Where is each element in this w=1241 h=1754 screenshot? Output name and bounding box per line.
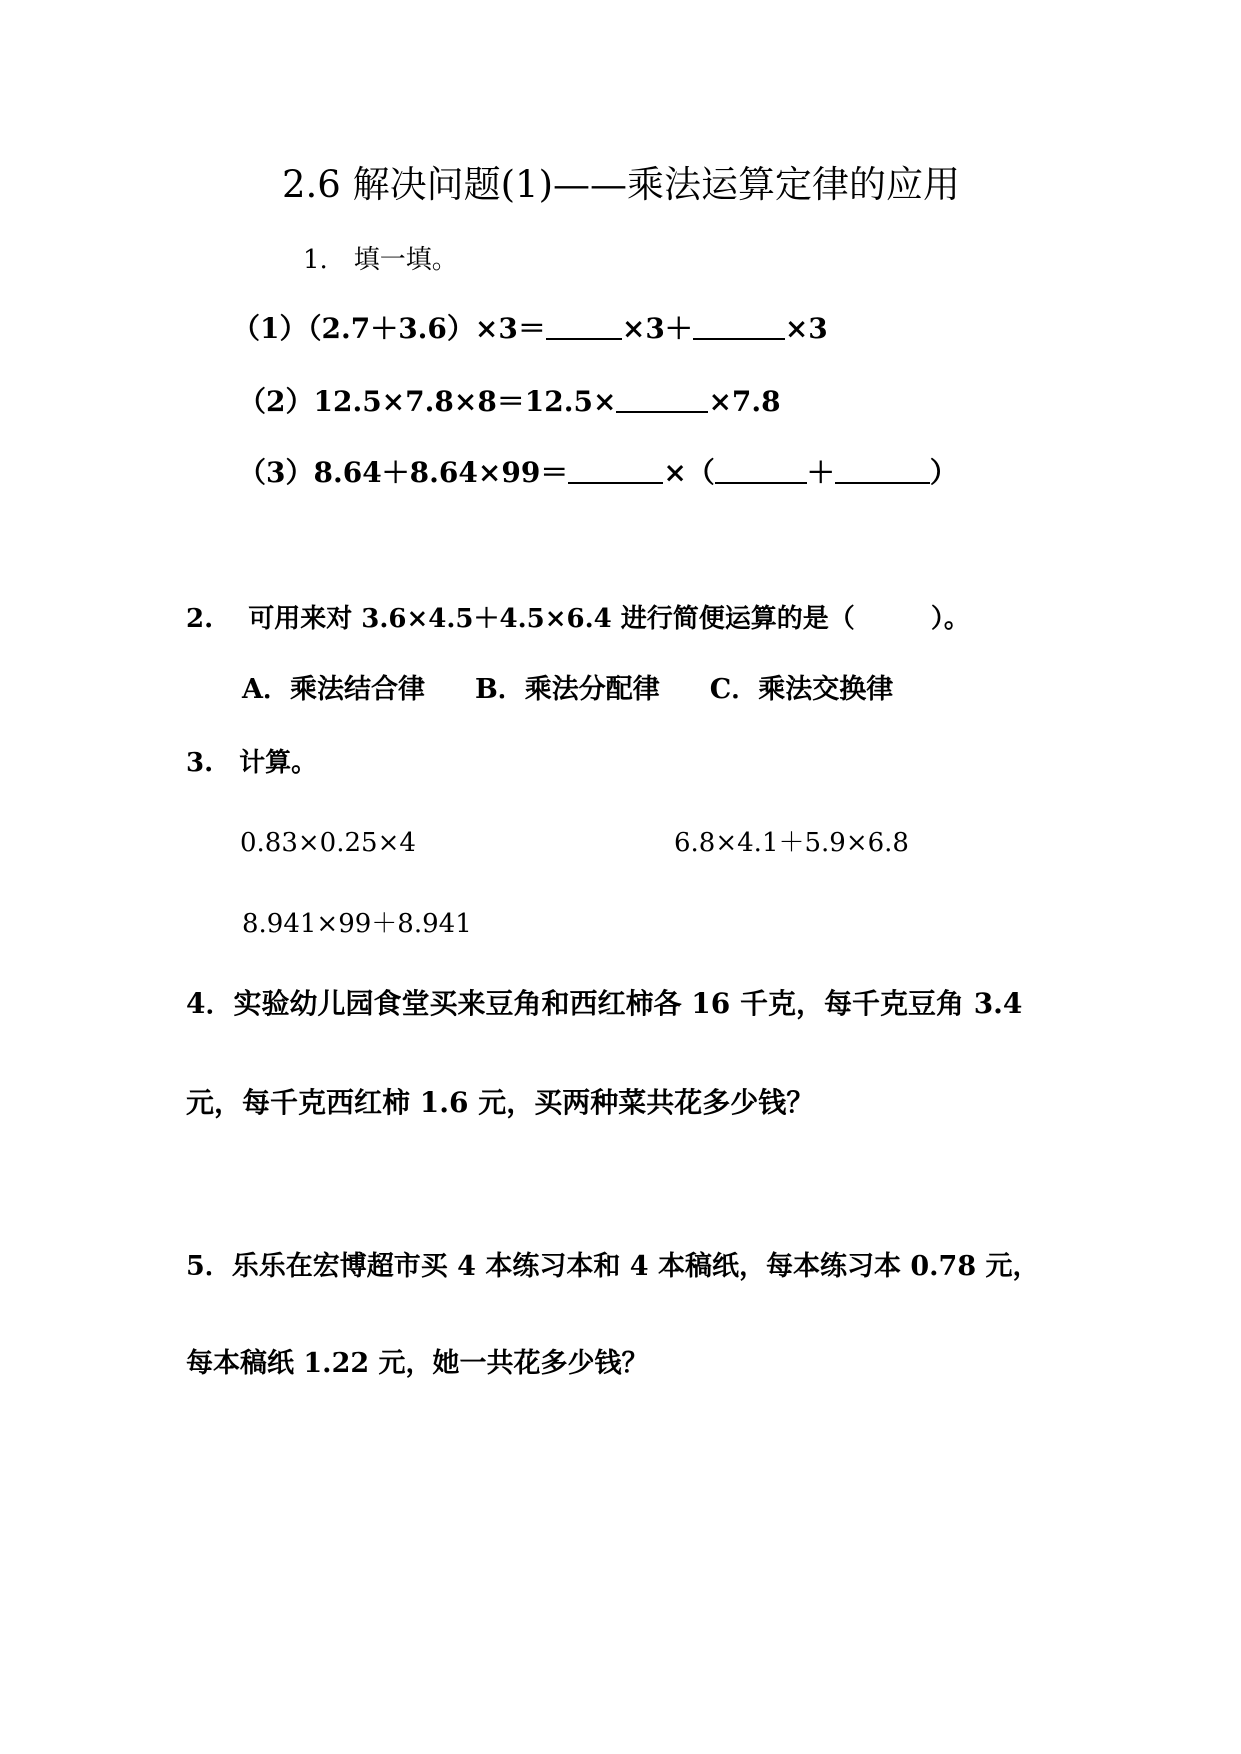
q4-line-1: 4．实验幼儿园食堂买来豆角和西红柿各 16 千克，每千克豆角 3.4 xyxy=(186,987,1023,1020)
q1-part1-blank-1[interactable] xyxy=(546,337,622,340)
q1-part2-text-b: ×7.8 xyxy=(708,385,781,418)
q3-expr-2: 6.8×4.1＋5.9×6.8 xyxy=(674,828,909,858)
q1-part2 xyxy=(238,385,781,418)
q1-part2-text-a: （2）12.5×7.8×8＝12.5× xyxy=(238,385,617,418)
q1-part3-blank-1[interactable] xyxy=(568,481,663,484)
q1-part3-blank-2[interactable] xyxy=(715,481,807,484)
q1-part1-blank-2[interactable] xyxy=(693,337,785,340)
q2-option-c[interactable]: C．乘法交换律 xyxy=(709,674,894,705)
q4-line-2: 元，每千克西红柿 1.6 元，买两种菜共花多少钱？ xyxy=(186,1086,815,1119)
q3-expr-1: 0.83×0.25×4 xyxy=(240,828,416,858)
q2-options xyxy=(242,676,893,703)
q1-heading: 1. 填一填。 xyxy=(303,245,458,275)
q5-line-1: 5．乐乐在宏博超市买 4 本练习本和 4 本稿纸，每本练习本 0.78 元， xyxy=(186,1251,1040,1282)
q2-stem-text-a: 2. 可用来对 3.6×4.5＋4.5×6.4 进行简便运算的是（ xyxy=(186,604,855,634)
q1-part1-text-b: ×3＋ xyxy=(621,312,693,345)
q1-part3-text-b: ×（ xyxy=(663,456,715,489)
q1-part3 xyxy=(238,456,958,489)
q1-part3-blank-3[interactable] xyxy=(835,481,930,484)
q2-option-b[interactable]: B．乘法分配律 xyxy=(474,674,660,705)
q1-part3-text-a: （3）8.64＋8.64×99＝ xyxy=(238,456,569,489)
q1-part1-text-a: （1）（2.7＋3.6）×3＝ xyxy=(232,312,546,345)
q1-part1 xyxy=(232,312,828,345)
q2-stem xyxy=(186,606,970,632)
q1-part3-text-c: ＋ xyxy=(806,456,835,489)
q2-option-a[interactable]: A．乘法结合律 xyxy=(242,674,425,705)
q1-part3-text-d: ） xyxy=(929,456,958,489)
page-title: 2.6 解决问题(1)——乘法运算定律的应用 xyxy=(282,163,961,206)
q3-heading: 3. 计算。 xyxy=(186,748,318,778)
q1-part1-text-c: ×3 xyxy=(784,312,828,345)
q5-line-2: 每本稿纸 1.22 元，她一共花多少钱？ xyxy=(186,1348,649,1379)
q2-stem-text-b: ）。 xyxy=(930,604,970,634)
q1-part2-blank-1[interactable] xyxy=(616,410,708,413)
q3-expr-3: 8.941×99＋8.941 xyxy=(242,909,472,939)
